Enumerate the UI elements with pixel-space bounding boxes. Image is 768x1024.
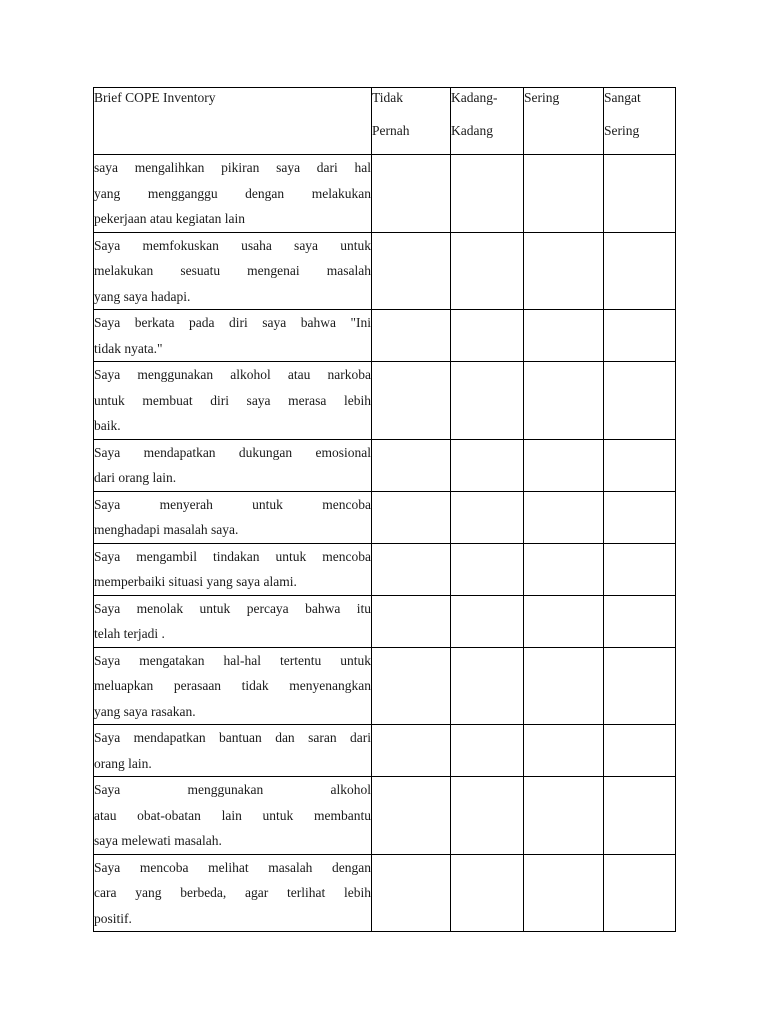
header-label-line: Sering: [604, 123, 640, 138]
statement-line: Saya mengatakan hal-hal tertentu untuk: [94, 652, 371, 668]
answer-cell-sering[interactable]: [524, 777, 604, 855]
answer-cell-sangat-sering[interactable]: [604, 491, 676, 543]
answer-cell-tidak-pernah[interactable]: [372, 310, 451, 362]
header-label-line: Kadang-: [451, 90, 498, 105]
statement-line: menghadapi masalah saya.: [94, 522, 239, 537]
statement-line: positif.: [94, 910, 132, 926]
table-row: [94, 362, 676, 440]
answer-cell-sering[interactable]: [524, 362, 604, 440]
statement-line: Saya menyerah untuk mencoba: [94, 496, 371, 512]
item-statement: [94, 777, 372, 855]
answer-cell-sangat-sering[interactable]: [604, 777, 676, 855]
cope-inventory-table: [93, 87, 676, 932]
statement-line: Saya mendapatkan dukungan emosional: [94, 444, 371, 460]
answer-cell-sering[interactable]: [524, 543, 604, 595]
statement-line: Saya mencoba melihat masalah dengan: [94, 859, 371, 875]
statement-line: dari orang lain.: [94, 470, 177, 485]
answer-cell-sering[interactable]: [524, 155, 604, 233]
table-row: [94, 647, 676, 725]
statement-line: orang lain.: [94, 755, 152, 771]
answer-cell-sangat-sering[interactable]: [604, 543, 676, 595]
table-row: [94, 543, 676, 595]
item-statement: [94, 362, 372, 440]
statement-line: memperbaiki situasi yang saya alami.: [94, 574, 297, 589]
answer-cell-kadang-kadang[interactable]: [451, 491, 524, 543]
answer-cell-tidak-pernah[interactable]: [372, 854, 451, 932]
item-statement: [94, 439, 372, 491]
answer-cell-kadang-kadang[interactable]: [451, 439, 524, 491]
answer-cell-sering[interactable]: [524, 232, 604, 310]
answer-cell-sangat-sering[interactable]: [604, 854, 676, 932]
statement-line: yang mengganggu dengan melakukan: [94, 185, 371, 201]
answer-cell-tidak-pernah[interactable]: [372, 439, 451, 491]
header-label-line: Sangat: [604, 90, 641, 105]
statement-line: Saya berkata pada diri saya bahwa "Ini: [94, 315, 371, 330]
header-kadang-kadang: [451, 88, 524, 155]
answer-cell-sering[interactable]: [524, 439, 604, 491]
header-label-line: Pernah: [372, 123, 410, 138]
answer-cell-tidak-pernah[interactable]: [372, 491, 451, 543]
table-row: [94, 725, 676, 777]
answer-cell-tidak-pernah[interactable]: [372, 362, 451, 440]
answer-cell-kadang-kadang[interactable]: [451, 155, 524, 233]
statement-line: yang saya hadapi.: [94, 288, 191, 304]
table-row: [94, 232, 676, 310]
answer-cell-kadang-kadang[interactable]: [451, 647, 524, 725]
item-statement: [94, 725, 372, 777]
answer-cell-kadang-kadang[interactable]: [451, 232, 524, 310]
statement-line: Saya menolak untuk percaya bahwa itu: [94, 600, 371, 616]
item-statement: [94, 155, 372, 233]
answer-cell-tidak-pernah[interactable]: [372, 777, 451, 855]
statement-line: untuk membuat diri saya merasa lebih: [94, 392, 371, 408]
answer-cell-sering[interactable]: [524, 595, 604, 647]
header-row: [94, 88, 676, 155]
answer-cell-sangat-sering[interactable]: [604, 725, 676, 777]
statement-line: Saya memfokuskan usaha saya untuk: [94, 237, 371, 253]
answer-cell-sangat-sering[interactable]: [604, 232, 676, 310]
statement-line: saya melewati masalah.: [94, 833, 222, 848]
statement-line: saya mengalihkan pikiran saya dari hal: [94, 160, 371, 175]
answer-cell-sangat-sering[interactable]: [604, 155, 676, 233]
statement-line: melakukan sesuatu mengenai masalah: [94, 263, 371, 278]
item-statement: [94, 543, 372, 595]
answer-cell-sering[interactable]: [524, 725, 604, 777]
table-row: [94, 595, 676, 647]
answer-cell-sangat-sering[interactable]: [604, 647, 676, 725]
statement-line: Saya menggunakan alkohol atau narkoba: [94, 367, 371, 382]
table-row: [94, 854, 676, 932]
answer-cell-sering[interactable]: [524, 491, 604, 543]
item-statement: [94, 854, 372, 932]
header-sangat-sering: [604, 88, 676, 155]
answer-cell-tidak-pernah[interactable]: [372, 543, 451, 595]
answer-cell-kadang-kadang[interactable]: [451, 362, 524, 440]
header-label-line: Sering: [524, 90, 560, 105]
item-statement: [94, 647, 372, 725]
answer-cell-sering[interactable]: [524, 310, 604, 362]
table-body: [94, 88, 676, 932]
header-tidak-pernah: [372, 88, 451, 155]
answer-cell-tidak-pernah[interactable]: [372, 155, 451, 233]
statement-line: pekerjaan atau kegiatan lain: [94, 211, 246, 226]
statement-line: Saya mendapatkan bantuan dan saran dari: [94, 730, 371, 745]
statement-line: atau obat-obatan lain untuk membantu: [94, 807, 371, 823]
answer-cell-sering[interactable]: [524, 647, 604, 725]
statement-line: baik.: [94, 418, 121, 433]
statement-line: Saya menggunakan alkohol: [94, 782, 371, 797]
statement-line: tidak nyata.": [94, 340, 163, 356]
item-statement: [94, 232, 372, 310]
answer-cell-tidak-pernah[interactable]: [372, 232, 451, 310]
answer-cell-tidak-pernah[interactable]: [372, 725, 451, 777]
header-label-line: Kadang: [451, 123, 493, 138]
answer-cell-sering[interactable]: [524, 854, 604, 932]
header-sering: [524, 88, 604, 155]
item-statement: [94, 491, 372, 543]
header-title-cell: [94, 88, 372, 155]
item-statement: [94, 595, 372, 647]
table-row: [94, 310, 676, 362]
answer-cell-sangat-sering[interactable]: [604, 310, 676, 362]
answer-cell-sangat-sering[interactable]: [604, 595, 676, 647]
table-row: [94, 491, 676, 543]
answer-cell-kadang-kadang[interactable]: [451, 854, 524, 932]
statement-line: telah terjadi .: [94, 626, 165, 641]
table-title: Brief COPE Inventory: [94, 90, 216, 105]
answer-cell-sangat-sering[interactable]: [604, 362, 676, 440]
answer-cell-kadang-kadang[interactable]: [451, 595, 524, 647]
answer-cell-kadang-kadang[interactable]: [451, 310, 524, 362]
answer-cell-tidak-pernah[interactable]: [372, 595, 451, 647]
statement-line: meluapkan perasaan tidak menyenangkan: [94, 678, 371, 693]
table-row: [94, 777, 676, 855]
answer-cell-kadang-kadang[interactable]: [451, 777, 524, 855]
answer-cell-tidak-pernah[interactable]: [372, 647, 451, 725]
statement-line: cara yang berbeda, agar terlihat lebih: [94, 885, 371, 900]
table-row: [94, 155, 676, 233]
header-label-line: Tidak: [372, 90, 404, 105]
item-statement: [94, 310, 372, 362]
statement-line: Saya mengambil tindakan untuk mencoba: [94, 548, 371, 564]
statement-line: yang saya rasakan.: [94, 703, 196, 719]
answer-cell-sangat-sering[interactable]: [604, 439, 676, 491]
answer-cell-kadang-kadang[interactable]: [451, 543, 524, 595]
answer-cell-kadang-kadang[interactable]: [451, 725, 524, 777]
table-row: [94, 439, 676, 491]
